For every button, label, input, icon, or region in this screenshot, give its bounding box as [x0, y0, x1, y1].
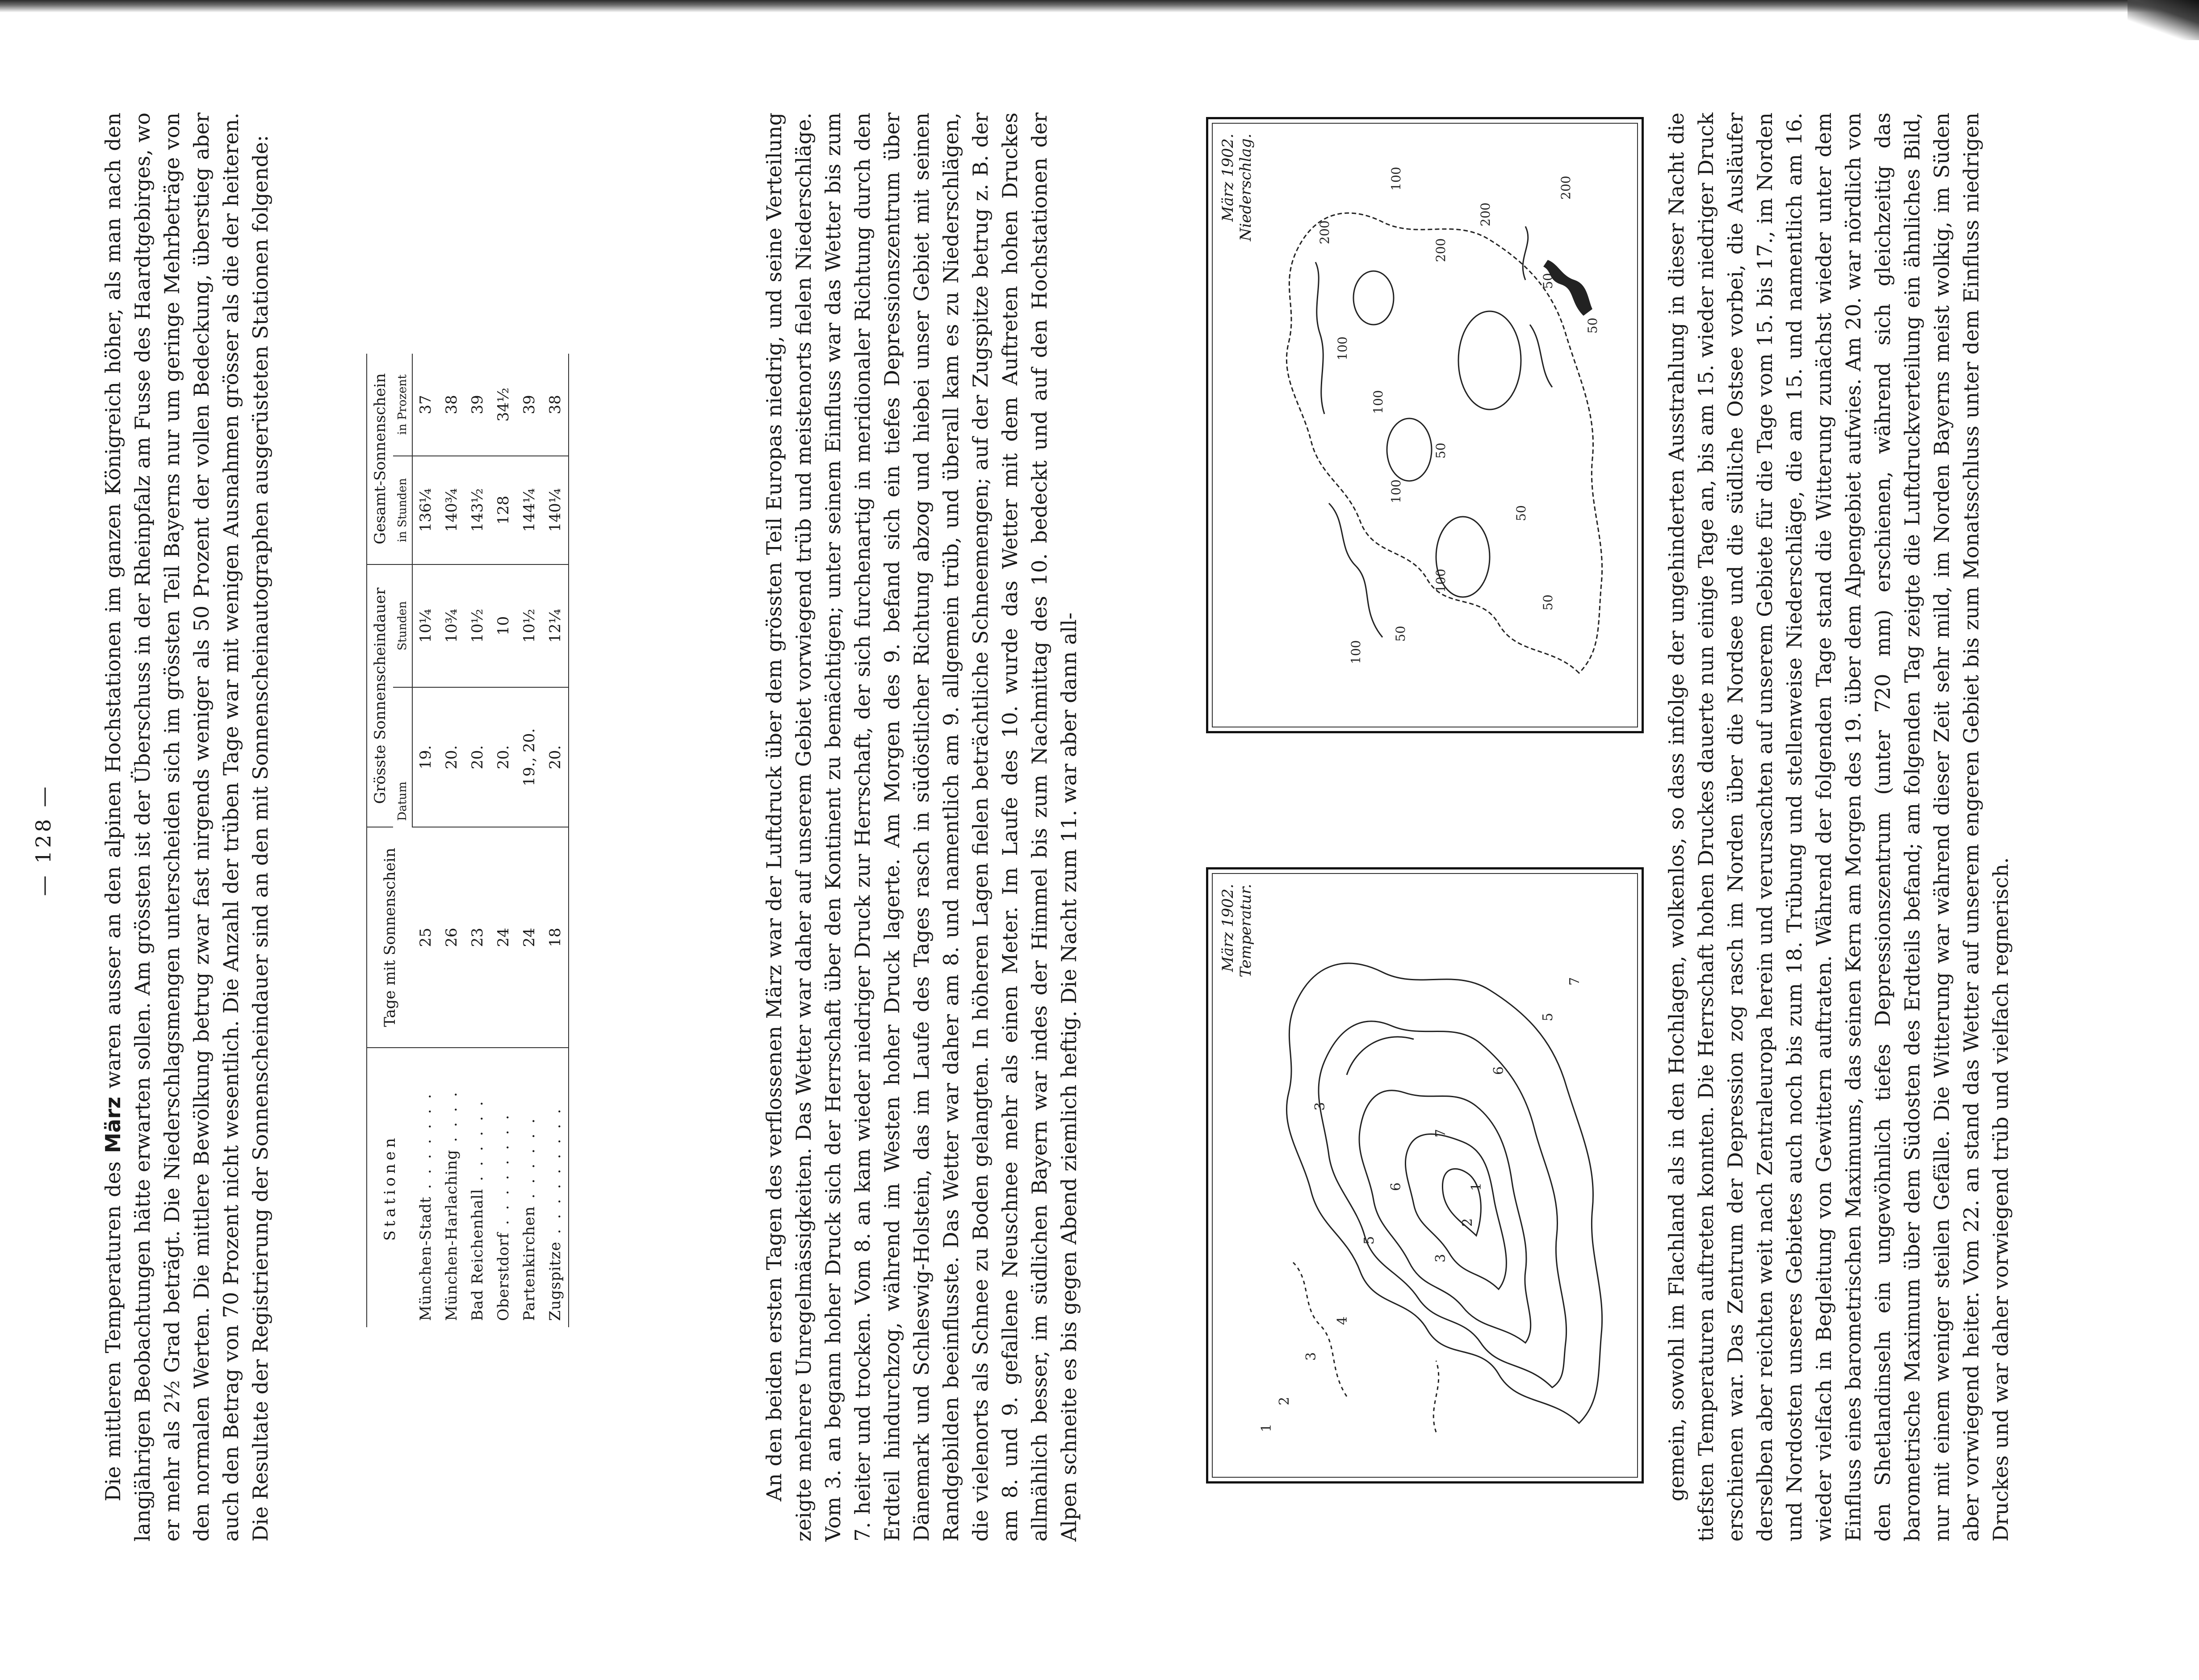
paragraph-march-weather: An den beiden ersten Tagen des verflossenen März war der Luftdruck über dem grössten Teil Europas niedrig, und seine Verteilung zeigte mehrere Unregelmässigkeiten. Das Wetter war daher auf unserem Gebiet vorwiegend trüb und meistenorts fielen Niederschläge. Vom 3. an begann hoher Druck sich der Herrschaft über den Kontinent zu bemächtigen; unter seinem Einfluss war das Wetter bis zum 7. heiter und trocken. Vom 8. an kam wieder niedriger Druck zur Herrschaft, der sich furchenartig in meridionaler Richtung durch den Erdteil hindurchzog, während im Westen hoher Druck lagerte. Am Morgen des 9. befand sich ein tiefes Depressionszentrum über Dänemark und Schleswig-Holstein, das im Laufe des Tages rasch in südöstlicher Richtung abzog und hiebei unser Gebiet mit seinen Randgebilden beeinflusste. Das Wetter war daher am 8. und namentlich am 9. allgemein trüb, und überall kam es zu Niederschlägen, die vielenorts als Schnee zu Boden gelangten. In höheren Lagen fielen beträchtliche Schneemengen; auf der Zugspitze betrug z. B. der am 8. und 9. gefallene Neuschnee mehr als einen Meter. Im Laufe des 10. wurde das Wetter mit dem Auftreten hohen Druckes allmählich besser, im südlichen Bayern war indes der Himmel bis zum Nachmittag des 10. bedeckt und auf den Hochstationen der Alpen schneite es bis gegen Abend ziemlich heftig. Die Nacht zum 11. war aber dann all- — [762, 113, 1081, 1542]
svg-text:200: 200 — [1478, 202, 1493, 226]
cell-total-percent: 38 — [542, 354, 569, 456]
svg-text:50: 50 — [1585, 318, 1600, 334]
para1-bold-month: März — [101, 1096, 125, 1153]
paragraph-march-weather-continued: gemein, sowohl im Flachland als in den Hochlagen, wolkenlos, so dass infolge der ungehinderten Ausstrahlung in dieser Nacht die tiefsten Temperaturen auftreten konnten. Die Herrschaft hohen Druckes dauerte nun einige Tage an, bis am 15. wieder niedriger Druck erschienen war. Das Zentrum der Depression zog rasch im Norden über die Nordsee und die südliche Ostsee vorbei, die Ausläufer derselben aber reichten weit nach Zentraleuropa herein und verursachten auf unserem Gebiete für die Tage vom 15. bis 17., im Norden und Nordosten unseres Gebietes auch noch bis zum 18. Trübung und stellenweise Niederschläge, die am 15. und namentlich am 16. wieder vielfach in Begleitung von Gewittern auftraten. Während der folgenden Tage stand die Witterung zunächst wieder unter dem Einfluss eines barometrischen Maximums, das seinen Kern am Morgen des 19. über dem Alpengebiet aufwies. Am 20. war nördlich von den Shetlandinseln ein ungewöhnlich tiefes Depressionszentrum (unter 720 mm) erschienen, während sich gleichzeitig das barometrische Maximum über dem Südosten des Erdteils befand; am folgenden Tag zeigte die Luftdruckverteilung ein ähnliches Bild, nur mit einem weniger steilen Gefälle. Die Witterung war während dieser Zeit sehr mild, im Norden Bayerns meist wolkig, im Süden aber vorwiegend heiter. Vom 22. an stand das Wetter auf unserem engeren Gebiet bis zum Monatsschluss unter dem Einfluss niedrigen Druckes und war daher vorwiegend trüb und vielfach regnerisch. — [1664, 113, 2013, 1542]
svg-text:2: 2 — [1460, 1218, 1475, 1227]
cell-total-percent: 38 — [439, 354, 465, 456]
station-name: München-Stadt . . . . . . . — [416, 1091, 435, 1321]
svg-text:50: 50 — [1433, 443, 1448, 459]
svg-text:1: 1 — [1259, 1423, 1274, 1432]
para1-text-before: Die mittleren Temperaturen des — [101, 1153, 125, 1501]
cell-datum: 19. — [412, 687, 439, 827]
table-row — [465, 354, 490, 1327]
svg-text:100: 100 — [1433, 568, 1448, 593]
cell-total-hours: 144¼ — [516, 456, 542, 564]
svg-text:50: 50 — [1393, 626, 1408, 642]
cell-days: 18 — [542, 827, 569, 1048]
header-max-duration: Grösste Sonnenscheindauer — [367, 564, 393, 827]
svg-text:50: 50 — [1541, 594, 1555, 610]
paragraph-march-temperatures — [98, 113, 275, 1542]
svg-text:200: 200 — [1558, 176, 1573, 200]
header-datum: Datum — [393, 687, 412, 827]
header-stunden: Stunden — [393, 564, 412, 687]
svg-text:200: 200 — [1317, 220, 1332, 244]
svg-text:100: 100 — [1389, 479, 1403, 503]
temperature-map-title: März 1902. Temperatur. — [1219, 884, 1255, 978]
temperature-map — [1206, 867, 1644, 1484]
temperature-map-drawing — [1213, 874, 1637, 1477]
table-row — [516, 354, 542, 1327]
precipitation-map-title: März 1902. Niederschlag. — [1219, 134, 1255, 241]
cell-datum: 20. — [465, 687, 490, 827]
sunshine-table-wrapper — [366, 354, 569, 1327]
cell-total-percent: 39 — [516, 354, 542, 456]
cell-total-percent: 34½ — [490, 354, 516, 456]
precipitation-map-drawing — [1213, 124, 1637, 727]
table-row — [439, 354, 465, 1327]
svg-text:6: 6 — [1388, 1182, 1404, 1191]
cell-days: 23 — [465, 827, 490, 1048]
svg-text:100: 100 — [1389, 167, 1403, 191]
header-stations: Stationen — [367, 1048, 412, 1327]
svg-text:3: 3 — [1433, 1254, 1449, 1262]
para1-text-after: waren ausser an den alpinen Hochstationen im ganzen Königreich höher, als man nach den langjährigen Beobachtungen hätte erwarten sollen. Am grössten ist der Überschuss in der Rheinpfalz am Fusse des Haardtgebirges, wo er mehr als 2½ Grad beträgt. Die Niederschlagsmengen unterscheiden sich im grössten Teil Bayerns nur um geringe Mehrbeträge von den normalen Werten. Die mittlere Bewölkung betrug zwar fast nirgends weniger als 50 Prozent der vollen Bedeckung, überstieg aber auch den Betrag von 70 Prozent nicht wesentlich. Die Anzahl der trüben Tage war mit wenigen Ausnahmen grösser als die der heiteren. Die Resultate der Registrierung der Sonnenscheindauer sind an den mit Sonnenscheinautographen ausgerüsteten Stationen folgende: — [101, 113, 272, 1542]
cell-total-hours: 143½ — [465, 456, 490, 564]
svg-text:2: 2 — [1277, 1396, 1292, 1405]
cell-days: 24 — [490, 827, 516, 1048]
cell-total-percent: 37 — [412, 354, 439, 456]
page-number: — 128 — — [31, 784, 55, 896]
table-row — [542, 354, 569, 1327]
header-in-stunden: in Stunden — [393, 456, 412, 564]
svg-text:7: 7 — [1433, 1128, 1449, 1137]
station-name: München-Harlaching . . . . — [443, 1089, 461, 1321]
svg-text:1: 1 — [1469, 1182, 1484, 1191]
cell-total-hours: 140¼ — [542, 456, 569, 564]
station-name: Partenkirchen . . . . . . — [520, 1116, 538, 1321]
cell-stunden: 10½ — [516, 564, 542, 687]
precipitation-map — [1206, 117, 1644, 733]
cell-stunden: 10 — [490, 564, 516, 687]
cell-datum: 20. — [490, 687, 516, 827]
header-in-prozent: in Prozent — [393, 354, 412, 456]
table-row — [412, 354, 439, 1327]
temperature-map-frame — [1212, 873, 1638, 1478]
cell-total-hours: 128 — [490, 456, 516, 564]
station-name: Oberstdorf . . . . . . . . — [494, 1112, 512, 1321]
cell-stunden: 10½ — [465, 564, 490, 687]
svg-text:3: 3 — [1312, 1102, 1328, 1111]
svg-text:7: 7 — [1567, 977, 1583, 986]
svg-text:100: 100 — [1371, 390, 1386, 414]
cell-stunden: 10¼ — [412, 564, 439, 687]
cell-days: 26 — [439, 827, 465, 1048]
svg-text:50: 50 — [1514, 505, 1529, 521]
svg-text:5: 5 — [1540, 1012, 1556, 1021]
svg-text:100: 100 — [1349, 640, 1363, 664]
cell-datum: 20. — [542, 687, 569, 827]
sunshine-table — [366, 354, 569, 1327]
cell-days: 25 — [412, 827, 439, 1048]
svg-text:100: 100 — [1335, 336, 1350, 360]
cell-total-hours: 136¼ — [412, 456, 439, 564]
cell-total-hours: 140¾ — [439, 456, 465, 564]
svg-text:6: 6 — [1491, 1066, 1507, 1075]
header-days: Tage mit Sonnenschein — [367, 827, 412, 1048]
precipitation-map-frame — [1212, 123, 1638, 727]
svg-text:4: 4 — [1335, 1316, 1350, 1325]
cell-stunden: 10¾ — [439, 564, 465, 687]
svg-text:5: 5 — [1361, 1236, 1377, 1245]
cell-days: 24 — [516, 827, 542, 1048]
cell-total-percent: 39 — [465, 354, 490, 456]
station-name: Zugspitze . . . . . . . . . — [542, 1048, 569, 1327]
cell-stunden: 12¼ — [542, 564, 569, 687]
svg-text:3: 3 — [1303, 1352, 1319, 1361]
cell-datum: 19., 20. — [516, 687, 542, 827]
table-row — [490, 354, 516, 1327]
svg-text:50: 50 — [1541, 273, 1555, 289]
cell-datum: 20. — [439, 687, 465, 827]
svg-text:200: 200 — [1433, 238, 1448, 262]
station-name: Bad Reichenhall . . . . . . — [469, 1099, 486, 1321]
header-total: Gesamt-Sonnenschein — [367, 354, 393, 564]
